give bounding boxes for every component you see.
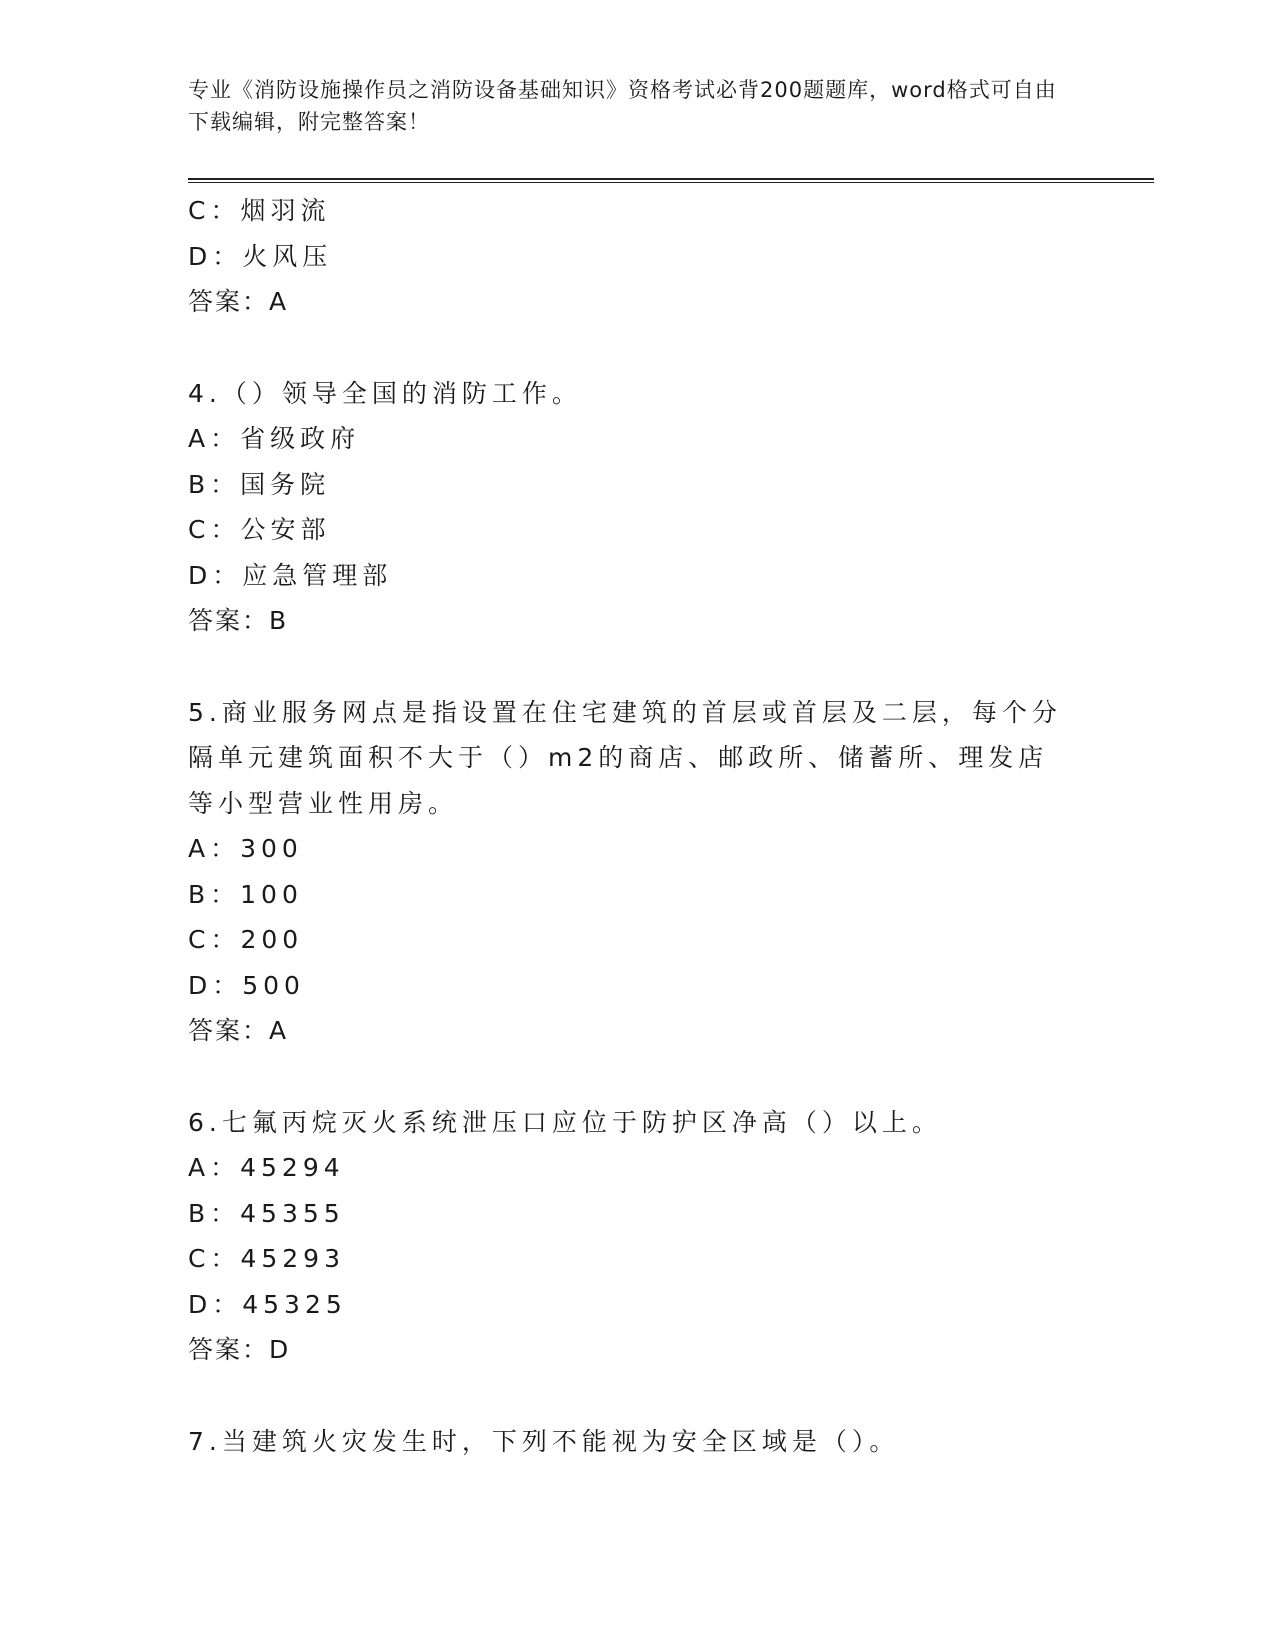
option-d: D：火风压: [188, 241, 333, 271]
question-7: [188, 1419, 1068, 1465]
question-stem: 6.七氟丙烷灭火系统泄压口应位于防护区净高（）以上。: [188, 1107, 942, 1137]
header-divider: [188, 178, 1154, 183]
question-4: [188, 371, 1068, 644]
option-c: C：公安部: [188, 515, 331, 544]
answer-line: 答案：B: [188, 606, 289, 635]
option-d: D：应急管理部: [188, 560, 393, 590]
page-header: 专业《消防设施操作员之消防设备基础知识》资格考试必背200题题库，word格式可自由下载编辑，附完整答案！: [188, 78, 1057, 134]
question-stem: 5.商业服务网点是指设置在住宅建筑的首层或首层及二层，每个分隔单元建筑面积不大于（）m2的商店、邮政所、储蓄所、理发店等小型营业性用房。: [188, 697, 1062, 818]
option-a: A：300: [188, 834, 303, 863]
question-5: [188, 690, 1068, 1054]
answer-line: 答案：D: [188, 1335, 291, 1364]
answer-line: 答案：A: [188, 1016, 289, 1045]
option-c: C：200: [188, 925, 304, 954]
option-d: D：45325: [188, 1289, 347, 1319]
option-c: C：烟羽流: [188, 196, 331, 225]
option-b: B：100: [188, 879, 303, 909]
option-b: B：国务院: [188, 469, 331, 499]
option-c: C：45293: [188, 1244, 345, 1273]
option-d: D：500: [188, 970, 305, 1000]
question-6: [188, 1100, 1068, 1373]
option-b: B：45355: [188, 1198, 345, 1228]
question-stem: 7.当建筑火灾发生时，下列不能视为安全区域是（）。: [188, 1426, 900, 1456]
question-stem: 4.（）领导全国的消防工作。: [188, 378, 582, 408]
question-list: [188, 188, 1068, 1464]
option-a: A：45294: [188, 1153, 345, 1182]
answer-line: 答案：A: [188, 287, 289, 316]
option-a: A：省级政府: [188, 424, 361, 453]
